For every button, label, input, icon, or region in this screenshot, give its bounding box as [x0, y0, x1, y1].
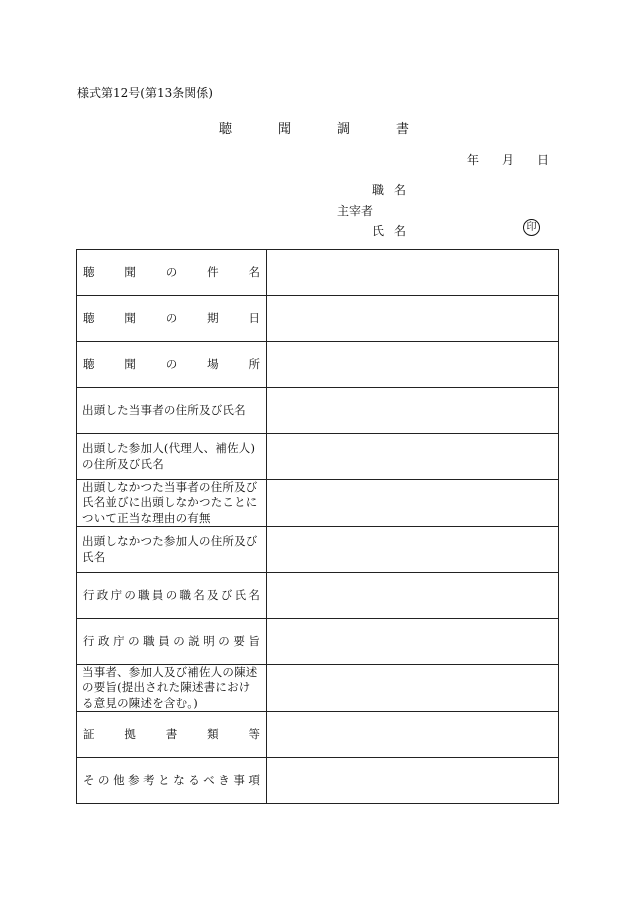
row-label-cell — [77, 619, 267, 665]
label-char: 聴 — [83, 356, 95, 371]
label-char: き — [218, 772, 230, 787]
label-char: 聴 — [83, 264, 95, 279]
label-char: 書 — [165, 726, 178, 741]
label-char: の — [165, 264, 178, 279]
row-label — [83, 634, 260, 650]
label-char: な — [173, 772, 185, 787]
label-char: の — [128, 633, 140, 648]
row-label-cell — [77, 665, 267, 712]
table-row — [77, 480, 559, 527]
label-char: 所 — [248, 356, 260, 371]
date-line — [467, 151, 549, 168]
title-char: 書 — [395, 122, 409, 137]
row-label: 出頭しなかつた参加人の住所及び氏名 — [82, 533, 258, 564]
label-char: の — [165, 310, 178, 325]
label-char: 場 — [207, 356, 219, 371]
label-char: 庁 — [110, 587, 123, 602]
table-row — [77, 250, 559, 296]
row-label: 出頭した当事者の住所及び氏名 — [82, 402, 246, 417]
row-value-cell[interactable] — [267, 619, 559, 665]
label-char: そ — [83, 772, 95, 787]
month-label: 月 — [501, 153, 514, 167]
host-position-label — [372, 181, 406, 198]
row-label — [83, 357, 260, 373]
row-label-cell — [77, 527, 267, 573]
label-char: 聞 — [124, 264, 136, 279]
table-row — [77, 665, 559, 712]
label-char: 氏 — [234, 587, 247, 602]
row-value-cell[interactable] — [267, 480, 559, 527]
row-value-cell[interactable] — [267, 250, 559, 296]
row-value-cell[interactable] — [267, 573, 559, 619]
table-row — [77, 296, 559, 342]
row-value-cell[interactable] — [267, 758, 559, 804]
row-value-cell[interactable] — [267, 434, 559, 480]
title-char: 調 — [336, 122, 350, 137]
label-char: 名 — [393, 183, 406, 197]
label-char: 員 — [151, 587, 164, 602]
label-char: 名 — [393, 224, 406, 238]
label-char: 要 — [233, 633, 245, 648]
label-char: べ — [203, 772, 215, 787]
label-char: の — [124, 587, 136, 602]
row-label-cell — [77, 296, 267, 342]
label-char: 職 — [179, 587, 191, 602]
label-char: 職 — [372, 183, 385, 197]
label-char: 政 — [96, 587, 109, 602]
row-label-cell — [77, 342, 267, 388]
label-char: の — [165, 356, 178, 371]
label-char: 員 — [158, 633, 170, 648]
label-char: 説 — [188, 633, 200, 648]
host-label: 主宰者 — [337, 204, 374, 218]
seal-mark: 印 — [523, 219, 540, 236]
label-char: 聞 — [124, 310, 136, 325]
label-char: 事 — [233, 772, 245, 787]
row-label-cell — [77, 388, 267, 434]
row-value-cell[interactable] — [267, 712, 559, 758]
row-value-cell[interactable] — [267, 665, 559, 712]
label-char: 及 — [207, 587, 219, 602]
label-char: 庁 — [113, 633, 125, 648]
label-char: 氏 — [372, 224, 385, 238]
label-char: 聞 — [124, 356, 136, 371]
label-char: の — [98, 772, 110, 787]
label-char: 名 — [248, 264, 260, 279]
label-char: る — [188, 772, 200, 787]
label-char: の — [165, 587, 178, 602]
label-char: 名 — [193, 587, 205, 602]
label-char: 類 — [207, 726, 219, 741]
label-char: 聴 — [83, 310, 95, 325]
table-row — [77, 342, 559, 388]
table-row — [77, 388, 559, 434]
label-char: び — [220, 587, 233, 602]
table-row — [77, 573, 559, 619]
row-label-cell — [77, 480, 267, 527]
row-label: 出頭した参加人(代理人、補佐人)の住所及び氏名 — [82, 440, 256, 471]
label-char: 行 — [83, 587, 95, 602]
label-char: 政 — [98, 633, 110, 648]
label-char: 職 — [143, 633, 155, 648]
label-char: 旨 — [248, 633, 260, 648]
label-char: 名 — [248, 587, 260, 602]
row-label-cell — [77, 434, 267, 480]
label-char: 件 — [207, 264, 219, 279]
label-char: 明 — [203, 633, 215, 648]
label-char: 項 — [248, 772, 260, 787]
row-label-cell — [77, 250, 267, 296]
label-char: 職 — [138, 587, 150, 602]
label-char: 他 — [113, 772, 125, 787]
label-char: 等 — [248, 726, 260, 741]
row-value-cell[interactable] — [267, 342, 559, 388]
label-char: の — [218, 633, 230, 648]
row-label-cell — [77, 573, 267, 619]
table-row — [77, 758, 559, 804]
table-row — [77, 527, 559, 573]
label-char: 参 — [128, 772, 140, 787]
label-char: の — [173, 633, 185, 648]
label-char: 日 — [248, 310, 260, 325]
label-char: 拠 — [124, 726, 136, 741]
row-label-cell — [77, 758, 267, 804]
label-char: 行 — [83, 633, 95, 648]
row-label — [83, 588, 260, 604]
row-label — [83, 265, 260, 281]
row-label — [83, 311, 260, 327]
day-label: 日 — [536, 153, 549, 167]
year-label: 年 — [467, 153, 480, 167]
hearing-record-table — [76, 249, 559, 804]
form-number: 様式第12号(第13条関係) — [77, 86, 213, 100]
row-value-cell[interactable] — [267, 296, 559, 342]
table-row — [77, 434, 559, 480]
label-char: 考 — [143, 772, 155, 787]
row-value-cell[interactable] — [267, 527, 559, 573]
title-char: 聞 — [277, 122, 291, 137]
row-label: 当事者、参加人及び補佐人の陳述の要旨(提出された陳述書における意見の陳述を含む。) — [82, 664, 258, 710]
label-char: 期 — [207, 310, 219, 325]
row-value-cell[interactable] — [267, 388, 559, 434]
row-label — [83, 727, 260, 743]
title-char: 聴 — [219, 122, 233, 137]
row-label — [83, 773, 260, 789]
row-label: 出頭しなかつた当事者の住所及び氏名並びに出頭しなかつたことについて正当な理由の有無 — [82, 479, 258, 525]
label-char: 証 — [83, 726, 95, 741]
label-char: と — [158, 772, 170, 787]
table-row — [77, 619, 559, 665]
host-name-label — [372, 222, 406, 239]
row-label-cell — [77, 712, 267, 758]
table-row — [77, 712, 559, 758]
document-title — [219, 118, 409, 137]
